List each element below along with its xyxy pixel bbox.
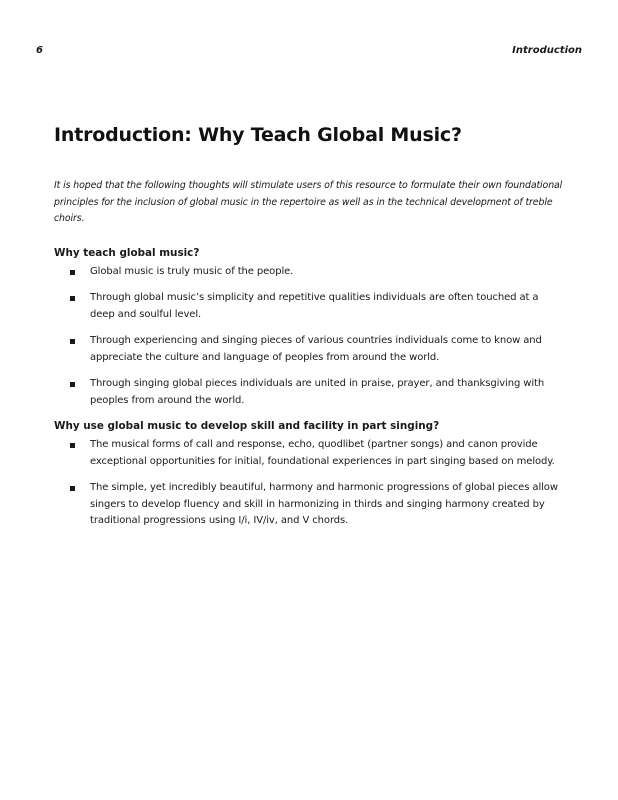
list-item-text: Through singing global pieces individuals are united in praise, prayer, and thanksgiving with peoples from around the world. xyxy=(90,378,545,406)
list-item xyxy=(54,264,564,281)
list-item xyxy=(54,290,564,323)
list-item-text: Global music is truly music of the people. xyxy=(90,265,294,277)
list-item xyxy=(54,376,564,409)
intro-paragraph: It is hoped that the following thoughts will stimulate users of this resource to formulate their own foundational principles for the inclusion of global music in the repertoire as well as in the technical development of treble choirs. xyxy=(54,180,563,224)
square-bullet-icon xyxy=(70,270,75,275)
running-header xyxy=(36,45,582,59)
bullet-list-part-singing xyxy=(54,437,564,530)
section-heading-part-singing: Why use global music to develop skill and facility in part singing? xyxy=(54,420,440,432)
square-bullet-icon xyxy=(70,443,75,448)
running-section-name: Introduction xyxy=(512,45,582,56)
list-item-text: The musical forms of call and response, echo, quodlibet (partner songs) and canon provide exceptional opportunities for initial, foundational experiences in part singing based on melody. xyxy=(90,439,555,467)
page-title: Introduction: Why Teach Global Music? xyxy=(54,124,462,146)
list-item xyxy=(54,333,564,366)
list-item xyxy=(54,480,564,530)
square-bullet-icon xyxy=(70,382,75,387)
square-bullet-icon xyxy=(70,296,75,301)
main-content xyxy=(54,178,564,540)
list-item xyxy=(54,437,564,470)
list-item-text: The simple, yet incredibly beautiful, harmony and harmonic progressions of global pieces allow singers to develop fluency and skill in harmonizing in thirds and singing harmony created by traditional progressions using I/i, IV/iv, and V chords. xyxy=(90,482,558,526)
square-bullet-icon xyxy=(70,339,75,344)
section-heading-why-teach: Why teach global music? xyxy=(54,246,200,259)
list-item-text: Through experiencing and singing pieces of various countries individuals come to know and appreciate the culture and language of peoples from around the world. xyxy=(90,335,542,363)
bullet-list-why-teach xyxy=(54,264,564,410)
square-bullet-icon xyxy=(70,486,75,491)
list-item-text: Through global music’s simplicity and repetitive qualities individuals are often touched at a deep and soulful level. xyxy=(90,292,539,320)
page-number: 6 xyxy=(36,45,43,56)
